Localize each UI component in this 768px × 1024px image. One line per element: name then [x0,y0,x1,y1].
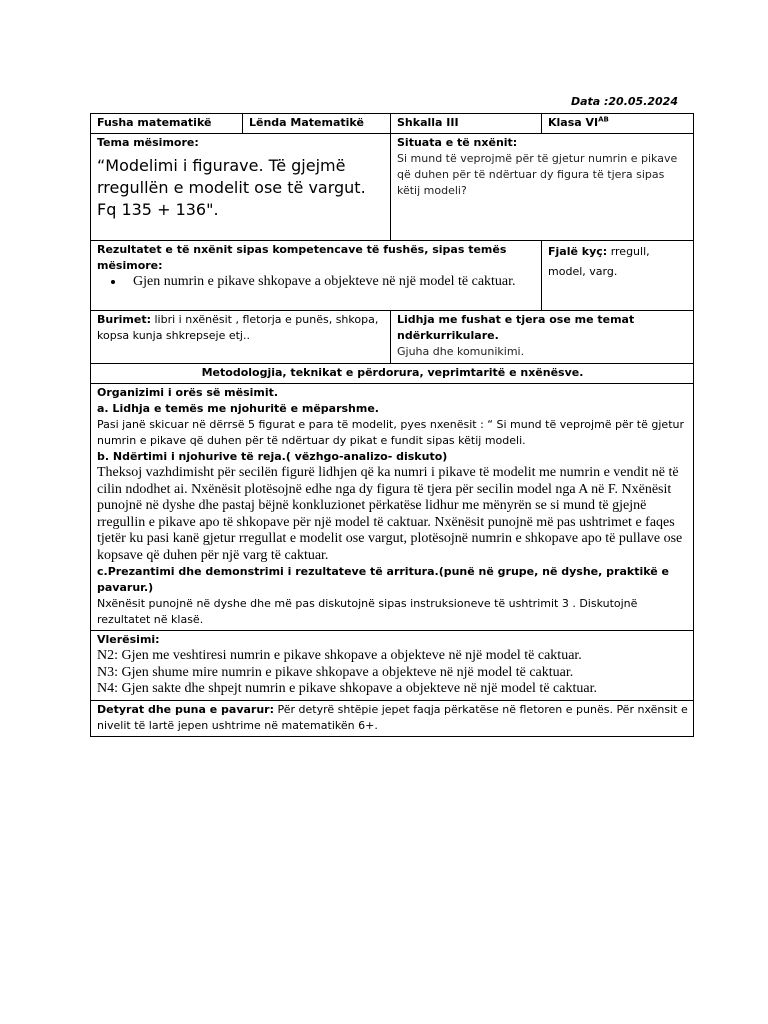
vleresimi-title: Vlerësimi: [97,633,160,646]
rezultatet-list [97,274,536,289]
header-row [91,114,694,134]
tema-label: Tema mësimore: [97,136,199,149]
section-a-title: a. Lidhja e temës me njohuritë e mëparshme. [97,402,379,415]
section-b-text: Theksoj vazhdimisht për secilën figurë lidhjen që ka numri i pikave të modelit me numrin e vendit në të cilin ndodhet ai. Nxënësit plotësojnë edhe nga dy figura të tjera për secilin model nga A në F. Nxënësit punojnë në dyshe dhe pastaj bëjnë konkluzionet përkatëse lidhur me mënyrën se si mund të gjejnë rregullin e pikave apo të shkopave për një model të caktuar. Nxënësit punojnë më pas ushtrimet e faqes tjetër ku pasi kanë gjetur rregullat e modelit ose vargut, plotësojnë numrin e shkopave apo të pullave ose kopsave që duhen për një varg të caktuar. [97,465,683,563]
tema-cell [91,134,391,241]
vleresimi-cell [91,631,694,701]
shkalla-cell: Shkalla III [391,114,542,134]
klasa-cell [542,114,694,134]
detyrat-label: Detyrat dhe puna e pavarur: [97,702,274,716]
lidhja-label: Lidhja me fushat e tjera ose me temat ndërkurrikulare. [397,313,635,342]
lesson-plan-table [90,113,694,737]
fjale-kyc-cell [542,241,694,311]
metodologjia-row [91,364,694,384]
section-b-title: b. Ndërtimi i njohurive të reja.( vëzhgo-analizo- diskuto) [97,450,448,463]
date-label: Data :20.05.2024 [570,95,678,108]
rezultatet-item: • Gjen numrin e pikave shkopave a objekteve në një model të caktuar. [125,274,536,289]
vleresimi-n2: N2: Gjen me veshtiresi numrin e pikave shkopave a objekteve në një model të caktuar. [97,648,582,663]
rezultatet-cell [91,241,542,311]
situata-label: Situata e të nxënit: [397,136,518,149]
lenda-cell: Lënda Matematikë [243,114,391,134]
burimet-label: Burimet: [97,313,151,326]
vleresimi-row [91,631,694,701]
fusha-cell: Fusha matematikë [91,114,243,134]
organizimi-title: Organizimi i orës së mësimit. [97,386,279,399]
rezultatet-label: Rezultatet e të nxënit sipas kompetencave të fushës, sipas temës mësimore: [97,243,507,272]
lidhja-text: Gjuha dhe komunikimi. [397,345,525,358]
section-c-title: c.Prezantimi dhe demonstrimi i rezultateve të arritura.(punë në grupe, në dyshe, praktikë e pavarur.) [97,565,669,594]
klasa-text: Klasa VI [548,116,599,129]
organizimi-row [91,384,694,631]
section-a-text: Pasi janë skicuar në dërrsë 5 figurat e para të modelit, pyes nxenësit : “ Si mund të veprojmë për të gjetur numrin e pikave që duhen për të ndërtuar dy pikat e fundit sipas këtij modeli. [97,418,685,447]
burimet-text: libri i nxënësit , fletorja e punës, shkopa, kopsa kunja shkrepseje etj.. [97,313,379,342]
situata-cell [391,134,694,241]
fjale-kyc-text: rregull, model, varg. [548,245,650,278]
tema-row [91,134,694,241]
organizimi-cell [91,384,694,631]
detyrat-text: Për detyrë shtëpie jepet faqja përkatëse në fletoren e punës. Për nxënsit e nivelit të lartë jepen ushtrime në matematikën 6+. [97,702,688,732]
metodologjia-cell: Metodologjia, teknikat e përdorura, veprimtaritë e nxënësve. [91,364,694,384]
fjale-kyc-label: Fjalë kyç: [548,245,608,258]
situata-text: Si mund të veprojmë për të gjetur numrin e pikave që duhen për të ndërtuar dy figura të tjera sipas këtij modeli? [397,152,678,197]
lidhja-cell [391,311,694,364]
burimet-cell [91,311,391,364]
vleresimi-n3: N3: Gjen shume mire numrin e pikave shkopave a objekteve në një model të caktuar. [97,664,574,680]
tema-text: “Modelimi i figurave. Të gjejmë rregullën e modelit ose të vargut. Fq 135 + 136". [97,156,366,219]
section-c-text: Nxënësit punojnë në dyshe dhe më pas diskutojnë sipas instruksioneve të ushtrimit 3 . Diskutojnë rezultatet në klasë. [97,597,638,626]
rezultatet-row [91,241,694,311]
detyrat-row [91,700,694,736]
detyrat-cell [91,700,694,736]
klasa-superscript: AB [598,115,609,124]
vleresimi-n4: N4: Gjen sakte dhe shpejt numrin e pikave shkopave a objekteve në një model të caktuar. [97,681,597,696]
burimet-row [91,311,694,364]
